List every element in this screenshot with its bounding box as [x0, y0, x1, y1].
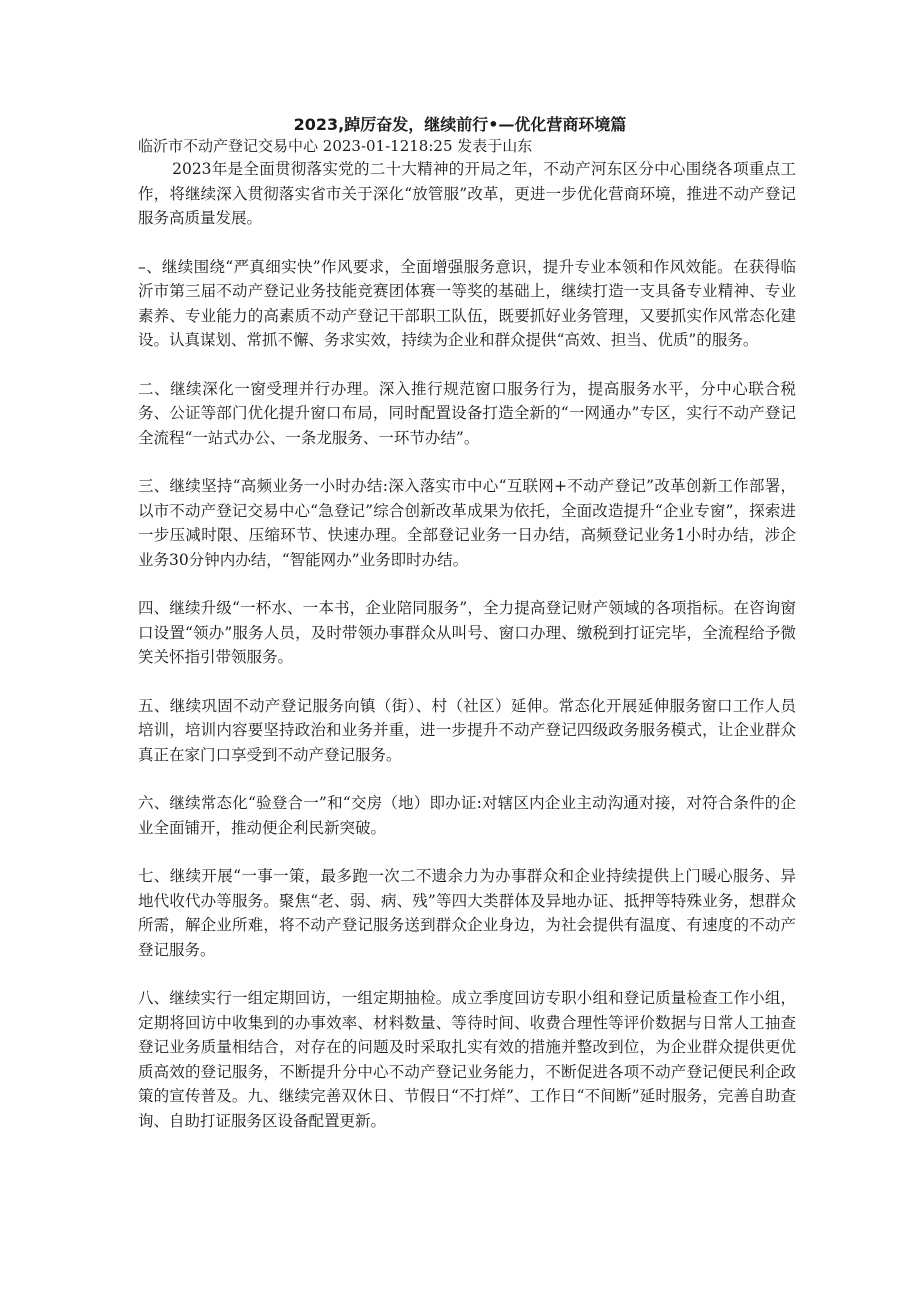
paragraph-7: 七、继续开展“一事一策，最多跑一次二不遗余力为办事群众和企业持续提供上门暖心服务、异地代收代办等服务。聚焦“老、弱、病、残”等四大类群体及异地办证、抵押等特殊业务，想群众所需，解企业所难，将不动产登记服务送到群众企业身边，为社会提供有温度、有速度的不动产登记服务。 [138, 867, 796, 959]
paragraph-8: 八、继续实行一组定期回访，一组定期抽检。成立季度回访专职小组和登记质量检查工作小组，定期将回访中收集到的办事效率、材料数量、等待时间、收费合理性等评价数据与日常人工抽查登记业务质量相结合，对存在的问题及时采取扎实有效的措施并整改到位，为企业群众提供更优质高效的登记服务，不断提升分中心不动产登记业务能力，不断促进各项不动产登记便民利企政策的宣传普及。九、继续完善双休日、节假日“不打烊”、工作日“不间断”延时服务，完善自助查询、自助打证服务区设备配置更新。 [138, 989, 796, 1130]
paragraph-2: 二、继续深化一窗受理并行办理。深入推行规范窗口服务行为，提高服务水平，分中心联合税务、公证等部门优化提升窗口布局，同时配置设备打造全新的“一网通办”专区，实行不动产登记全流程“一站式办公、一条龙服务、一环节办结”。 [138, 379, 796, 447]
document-title: 2023,踔厉奋发，继续前行•—优化营商环境篇 [293, 115, 627, 134]
document-body [138, 157, 796, 1157]
document-meta: 临沂市不动产登记交易中心 2023-01-1218:25 发表于山东 [138, 137, 533, 155]
paragraph-4: 四、继续升级“一杯水、一本书，企业陪同服务”，全力提高登记财产领域的各项指标。在咨询窗口设置“领办”服务人员，及时带领办事群众从叫号、窗口办理、缴税到打证完毕，全流程给予微笑关怀指引带领服务。 [138, 599, 796, 666]
paragraph-3: 三、继续坚持“高频业务一小时办结:深入落实市中心“互联网+不动产登记”改革创新工作部署，以市不动产登记交易中心“急登记”综合创新改革成果为依托，全面改造提升“企业专窗”，探索进一步压减时限、压缩环节、快速办理。全部登记业务一日办结，高频登记业务1小时办结，涉企业务30分钟内办结，“智能网办”业务即时办结。 [138, 477, 796, 569]
paragraph-5: 五、继续巩固不动产登记服务向镇（街）、村（社区）延伸。常态化开展延伸服务窗口工作人员培训，培训内容要坚持政治和业务并重，进一步提升不动产登记四级政务服务模式，让企业群众真正在家门口享受到不动产登记服务。 [138, 696, 796, 764]
paragraph-intro: 2023年是全面贯彻落实党的二十大精神的开局之年，不动产河东区分中心围绕各项重点工作，将继续深入贯彻落实省市关于深化“放管服”改革，更进一步优化营商环境，推进不动产登记服务高质量发展。 [138, 160, 796, 227]
paragraph-6: 六、继续常态化“验登合一”和“交房（地）即办证:对辖区内企业主动沟通对接，对符合条件的企业全面铺开，推动便企利民新突破。 [138, 794, 796, 837]
paragraph-1: –、继续围绕“严真细实快”作风要求，全面增强服务意识，提升专业本领和作风效能。在获得临沂市第三届不动产登记业务技能竞赛团体赛一等奖的基础上，继续打造一支具备专业精神、专业素养、专业能力的高素质不动产登记干部职工队伍，既要抓好业务管理，又要抓实作风常态化建设。认真谋划、常抓不懈、务求实效，持续为企业和群众提供“高效、担当、优质”的服务。 [138, 257, 796, 349]
